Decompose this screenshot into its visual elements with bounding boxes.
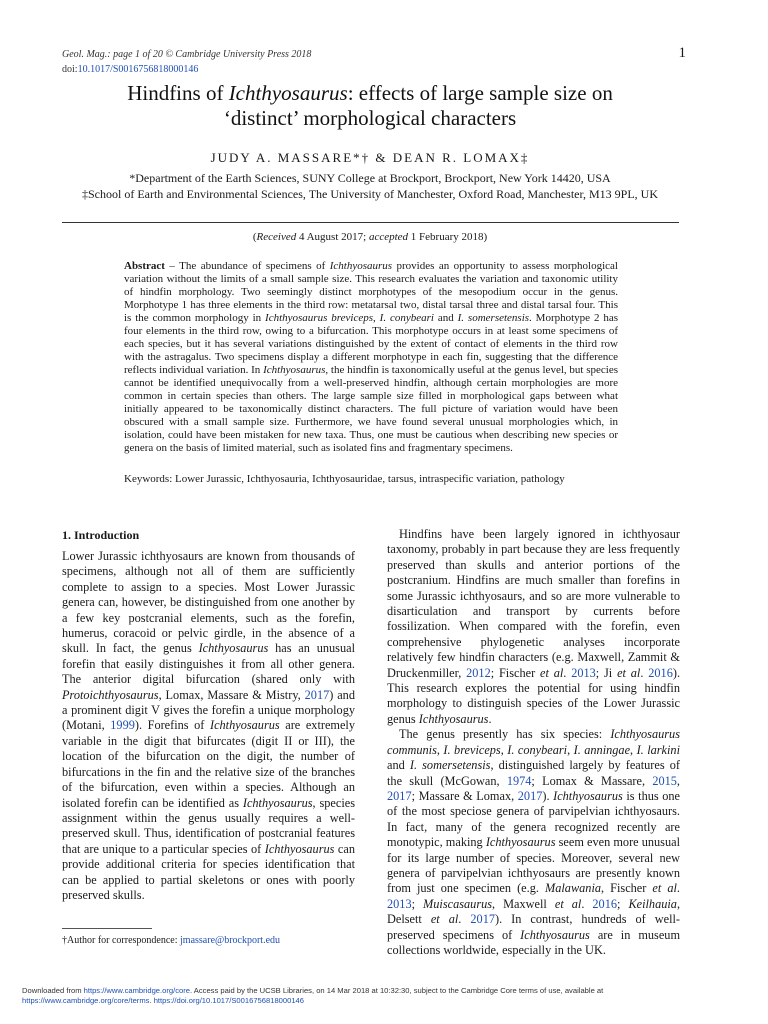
text: ;	[411, 896, 424, 911]
genus: Ichthyosaurus	[264, 841, 335, 856]
text: ). In contrast, hundreds of well-preserved specimens of	[387, 912, 681, 942]
abstract-text: ,	[373, 312, 380, 324]
citation-link[interactable]: 2012	[466, 665, 491, 680]
footnote	[62, 935, 280, 946]
genus: Ichthyosaurus	[209, 718, 280, 733]
text: .	[581, 896, 593, 911]
affiliation-1: *Department of the Earth Sciences, SUNY College at Brockport, Brockport, New York 14420, USA	[129, 171, 611, 185]
abstract-text: – The abundance of specimens of	[164, 260, 330, 272]
abstract-species: I. conybeari	[379, 312, 434, 324]
text: ; Lomax & Massare,	[531, 773, 653, 788]
doi-prefix: doi:	[62, 64, 78, 75]
accepted-label: accepted	[368, 231, 409, 243]
citation-link[interactable]: 2017	[387, 788, 412, 803]
text: ,	[500, 742, 508, 757]
text: ). This research explores the potential for using hindfin morphology to distinguish species of the Lower Jurassic genus	[387, 665, 681, 726]
abstract-genus: Ichthyosaurus	[329, 260, 393, 272]
genus: Ichthyosaurus	[242, 795, 313, 810]
genus: Ichthyosaurus	[198, 641, 269, 656]
et-al: et al	[430, 912, 459, 927]
citation-link[interactable]: 2017	[304, 687, 330, 702]
article-title	[60, 81, 680, 131]
received-label: Received	[256, 231, 297, 243]
species: Ichthyosaurus communis	[387, 727, 680, 757]
abstract-text: . Morphotype 2 has four elements in the third row, owing to a bifurcation. This morphotype occurs in at least some specimens of each species, but it has several variations distinguished by the extent of contact of elements in the third row with the astragalus. Two specimens display a different morphotype in each fin, suggesting that the difference reflects individual variation. In	[124, 312, 619, 376]
text: , Lomax, Massare & Mistry,	[158, 687, 305, 702]
text: ,	[436, 742, 444, 757]
download-notice	[22, 986, 748, 1006]
text: are extremely variable in the digit that bifurcates (digit II or III), the location of the bifurcation on the digit, the number of bifurcations in the fin and the relative size of the branches of the bifurcation, even within a species. Although an isolated forefin can be identified as	[62, 718, 355, 810]
species: I. larkini	[636, 742, 680, 757]
text: ; Massare & Lomax,	[411, 788, 518, 803]
species: I. conybeari	[507, 742, 568, 757]
authors: JUDY A. MASSARE*† & DEAN R. LOMAX‡	[210, 150, 530, 165]
abstract-genus: Ichthyosaurus	[263, 364, 326, 376]
citation-link[interactable]: 2017	[517, 788, 543, 803]
download-text: .	[149, 996, 154, 1005]
journal-citation: Geol. Mag.: page 1 of 20 © Cambridge University Press 2018	[62, 49, 312, 60]
text: can provide additional criteria for species identification that can be applied to partial skeletons or ones with poorly preserved skulls.	[62, 841, 355, 902]
species: I. somersetensis	[409, 758, 491, 773]
et-al: et al	[554, 896, 582, 911]
title-genus: Ichthyosaurus	[228, 81, 348, 105]
text: ; Ji	[595, 665, 618, 680]
citation-link[interactable]: 1999	[110, 718, 135, 733]
header-divider	[62, 222, 679, 223]
text: .	[458, 912, 471, 927]
text: is thus one of the most speciose genera of parvipelvian ichthyosaurs. In fact, many of the genera recognized recently are monotypic, making	[387, 788, 680, 850]
text: Lower Jurassic ichthyosaurs are known from thousands of specimens, although not all of them are sufficiently complete to assign to a species. Most Lower Jurassic genera can, however, be distinguished from one another by a few key postcranial elements, such as the forefin, humerus, coracoid or pelvic girdle, in the absence of a skull. In fact, the genus	[62, 549, 355, 656]
paragraph	[387, 527, 680, 727]
abstract-text: and	[433, 312, 458, 324]
species: I. breviceps	[443, 742, 501, 757]
received-open: (	[252, 231, 257, 243]
accepted-date: 1 February 2018)	[408, 231, 488, 243]
right-column	[387, 527, 680, 958]
text: , distinguished largely by features of the skull (McGowan,	[387, 758, 680, 788]
download-text: Downloaded from	[22, 986, 84, 995]
text: seem even more unusual for its large number of species. Moreover, several new genera of parvipelvian ichthyosaurs are presently known from just one specimen (e.g.	[387, 835, 680, 896]
page-number: 1	[678, 45, 686, 61]
text: , species assignment within the genus usually requires a well-preserved skull. Thus, identification of postcranial features that are unique to a particular species of	[62, 795, 355, 856]
citation-link[interactable]: 1974	[506, 773, 532, 788]
doi-line	[62, 64, 198, 75]
paragraph	[387, 727, 680, 958]
download-text: . Access paid by the UCSB Libraries, on 14 Mar 2018 at 10:32:30, subject to the Cambridge Core terms of use, available at	[190, 986, 604, 995]
title-line2: ‘distinct’ morphological characters	[223, 106, 517, 130]
citation-link[interactable]: 2017	[470, 912, 495, 927]
genus: Ichthyosaurus	[520, 927, 590, 942]
title-part2: : effects of large sample size on	[347, 81, 613, 105]
paragraph	[62, 549, 355, 903]
genus: Muiscasaurus	[423, 896, 493, 911]
text: ,	[630, 742, 637, 757]
left-column	[62, 549, 355, 903]
et-al: et al	[617, 665, 641, 680]
text: and	[387, 758, 410, 773]
core-link[interactable]: https://www.cambridge.org/core	[83, 986, 190, 995]
text: ;	[617, 896, 629, 911]
text: Hindfins have been largely ignored in ichthyosaur taxonomy, probably in part because they are less frequently preserved than skulls and anterior portions of the postcranium. Hindfins are much smaller than forefins in some Jurassic ichthyosaurs, and so are more vulnerable to disarticulation and transport by currents before fossilization. When compared with the forefin, even comprehensive phylogenetic analyses incorporate relatively few hindfin characters (e.g. Maxwell, Zammit & Druckenmiller,	[387, 527, 680, 680]
text: are in museum collections worldwide, especially in the UK.	[387, 927, 681, 957]
text: ,	[567, 742, 574, 757]
keywords: Keywords: Lower Jurassic, Ichthyosauria, Ichthyosauridae, tarsus, intraspecific variation, pathology	[124, 473, 565, 485]
et-al: et al	[540, 665, 564, 680]
title-part1: Hindfins of	[127, 81, 229, 105]
genus: Protoichthyosaurus	[62, 687, 159, 702]
text: The genus presently has six species:	[399, 727, 611, 742]
abstract	[124, 260, 618, 455]
affiliation-2: ‡School of Earth and Environmental Sciences, The University of Manchester, Oxford Road, Manchester, M13 9PL, UK	[81, 187, 659, 201]
abstract-text: provides an opportunity to assess morphological variation without the limits of a small sample size. This research evaluates the variation and taxonomic utility of hindfin morphology. Two seemingly distinct morphotypes of the mesopodium occur in the genus. Morphotype 1 has three elements in the third row: metatarsal two, distal tarsal three and distal tarsal four. This is the common morphology in	[124, 260, 618, 324]
abstract-species: Ichthyosaurus breviceps	[265, 312, 374, 324]
text: .	[640, 665, 649, 680]
received-dates	[60, 231, 680, 243]
received-date: 4 August 2017;	[296, 231, 369, 243]
genus: Malawania	[545, 881, 602, 896]
abstract-species: I. somersetensis	[457, 312, 530, 324]
genus: Ichthyosaurus	[418, 711, 489, 726]
citation-link[interactable]: 2016	[648, 665, 673, 680]
citation-link[interactable]: 2013	[387, 896, 412, 911]
abstract-text: , the hindfin is taxonomically useful at the genus level, but species cannot be identified unequivocally from a well-preserved hindfin, although certain morphologies are more common in certain species than others. The large sample size filled in morphological gaps between what initially appeared to be taxonomically distinct characters. The full picture of variation would have been obscured with a small sample size. Furthermore, we have found several unusual morphologies which, in isolation, could have been mistaken for new taxa. Thus, one must be cautious when describing new species or genera on the basis of limited material, such as isolated fins and fragmentary specimens.	[124, 364, 618, 454]
text: ). Forefins of	[134, 718, 210, 733]
text: .	[488, 711, 492, 726]
text: .	[676, 881, 680, 896]
genus: Ichthyosaurus	[553, 788, 623, 803]
text: ) and a prominent digit V gives the forefin a unique morphology (Motani,	[62, 687, 355, 733]
text: , Delsett	[387, 896, 681, 927]
doi-url-link[interactable]: https://doi.org/10.1017/S0016756818000146	[153, 996, 305, 1005]
text: .	[563, 665, 572, 680]
species: I. anningae	[573, 742, 631, 757]
citation-link[interactable]: 2013	[571, 665, 596, 680]
citation-link[interactable]: 2015	[652, 773, 677, 788]
text: , Maxwell	[492, 896, 555, 911]
text: ,	[676, 773, 680, 788]
genus: Keilhauia	[628, 896, 677, 911]
footnote-text: †Author for correspondence:	[62, 935, 181, 946]
abstract-label: Abstract	[124, 260, 165, 272]
section-title: 1. Introduction	[62, 528, 140, 542]
et-al: et al	[652, 881, 677, 896]
doi-link[interactable]: 10.1017/S0016756818000146	[77, 64, 199, 75]
email-link[interactable]: jmassare@brockport.edu	[180, 935, 281, 946]
text: ).	[542, 788, 554, 803]
genus: Ichthyosaurus	[485, 835, 556, 850]
terms-link[interactable]: https://www.cambridge.org/core/terms	[22, 996, 150, 1005]
text: has an unusual forefin that easily distinguishes it from all other genera. The anterior digital bifurcation (shared only with	[62, 641, 355, 687]
citation-link[interactable]: 2016	[592, 896, 617, 911]
text: , Fischer	[601, 881, 653, 896]
footnote-divider	[62, 928, 152, 929]
text: ; Fischer	[490, 665, 540, 680]
